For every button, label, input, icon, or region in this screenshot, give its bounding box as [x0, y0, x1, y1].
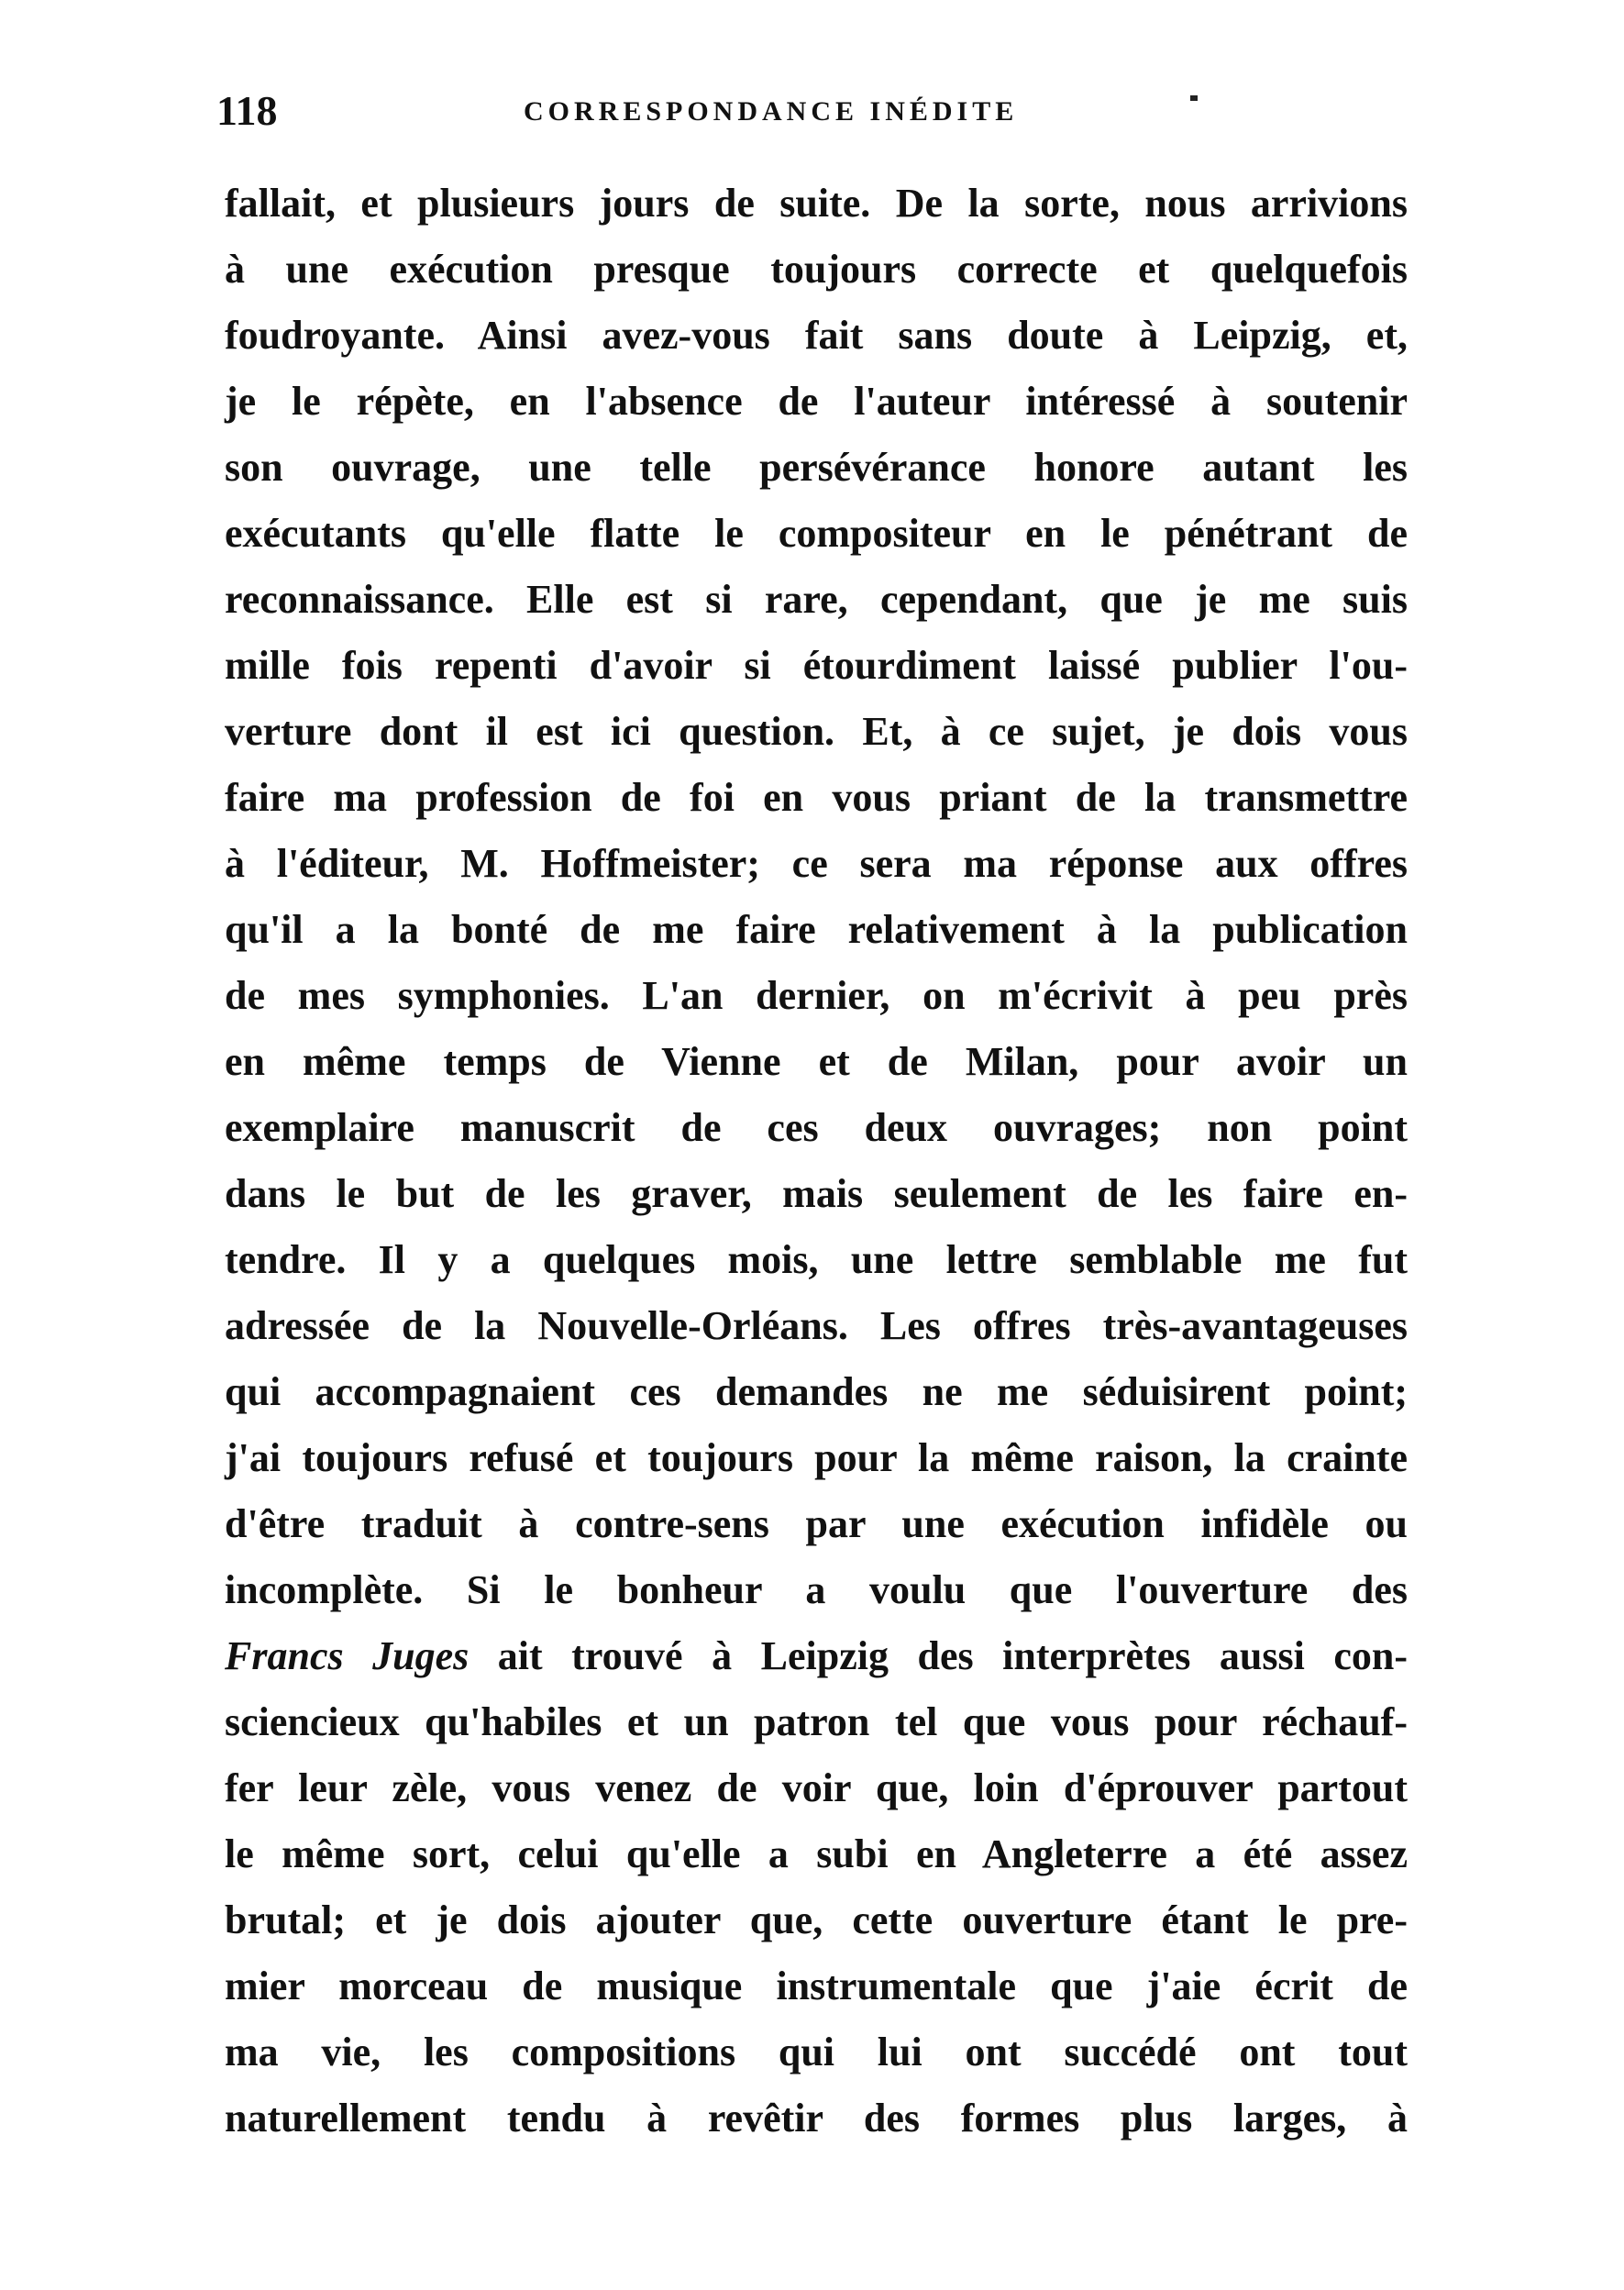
text-line: exécutants qu'elle flatte le compositeur en le pénétrant de — [225, 511, 1408, 556]
text-line — [225, 1623, 1408, 1689]
text-line: d'être traduit à contre-sens par une exécution infidèle ou — [225, 1501, 1408, 1546]
text-line: mille fois repenti d'avoir si étourdiment laissé publier l'ou- — [225, 643, 1408, 688]
line-rest: ait trouvé à Leipzig des interprètes aussi con- — [469, 1633, 1409, 1678]
text-line: sciencieux qu'habiles et un patron tel que vous pour réchauf- — [225, 1699, 1408, 1744]
italic-title: Francs Juges — [225, 1633, 470, 1678]
text-line: incomplète. Si le bonheur a voulu que l'ouverture des — [225, 1567, 1408, 1612]
text-line: je le répète, en l'absence de l'auteur intéressé à soutenir — [225, 379, 1408, 424]
text-line: tendre. Il y a quelques mois, une lettre semblable me fut — [225, 1237, 1408, 1282]
text-line: mier morceau de musique instrumentale que j'aie écrit de — [225, 1964, 1408, 2008]
running-title: CORRESPONDANCE INÉDITE — [524, 96, 1019, 127]
body-text — [225, 171, 1408, 2152]
text-line: naturellement tendu à revêtir des formes plus larges, à — [225, 2096, 1408, 2141]
page-number: 118 — [216, 87, 278, 134]
text-line: exemplaire manuscrit de ces deux ouvrages; non point — [225, 1105, 1408, 1150]
text-line: foudroyante. Ainsi avez-vous fait sans doute à Leipzig, et, — [225, 313, 1408, 358]
text-line: de mes symphonies. L'an dernier, on m'écrivit à peu près — [225, 973, 1408, 1018]
text-line: fallait, et plusieurs jours de suite. De la sorte, nous arrivions — [225, 181, 1408, 226]
text-line: dans le but de les graver, mais seulement de les faire en- — [225, 1171, 1408, 1216]
text-line: faire ma profession de foi en vous priant de la transmettre — [225, 775, 1408, 820]
text-line: brutal; et je dois ajouter que, cette ouverture étant le pre- — [225, 1897, 1408, 1942]
text-line: son ouvrage, une telle persévérance honore autant les — [225, 445, 1408, 490]
text-line: verture dont il est ici question. Et, à ce sujet, je dois vous — [225, 709, 1408, 754]
text-line: à une exécution presque toujours correcte et quelquefois — [225, 247, 1408, 292]
text-line: fer leur zèle, vous venez de voir que, loin d'éprouver partout — [225, 1765, 1408, 1810]
text-line: qui accompagnaient ces demandes ne me séduisirent point; — [225, 1369, 1408, 1414]
text-line: qu'il a la bonté de me faire relativement à la publication — [225, 907, 1408, 952]
text-line: reconnaissance. Elle est si rare, cependant, que je me suis — [225, 577, 1408, 622]
text-line: j'ai toujours refusé et toujours pour la même raison, la crainte — [225, 1435, 1408, 1480]
page-header — [216, 88, 1409, 134]
scan-mark — [1190, 95, 1198, 101]
text-line: le même sort, celui qu'elle a subi en Angleterre a été assez — [225, 1831, 1408, 1876]
text-line: en même temps de Vienne et de Milan, pour avoir un — [225, 1039, 1408, 1084]
text-line: ma vie, les compositions qui lui ont succédé ont tout — [225, 2030, 1408, 2074]
text-line: à l'éditeur, M. Hoffmeister; ce sera ma réponse aux offres — [225, 841, 1408, 886]
text-line: adressée de la Nouvelle-Orléans. Les offres très-avantageuses — [225, 1303, 1408, 1348]
